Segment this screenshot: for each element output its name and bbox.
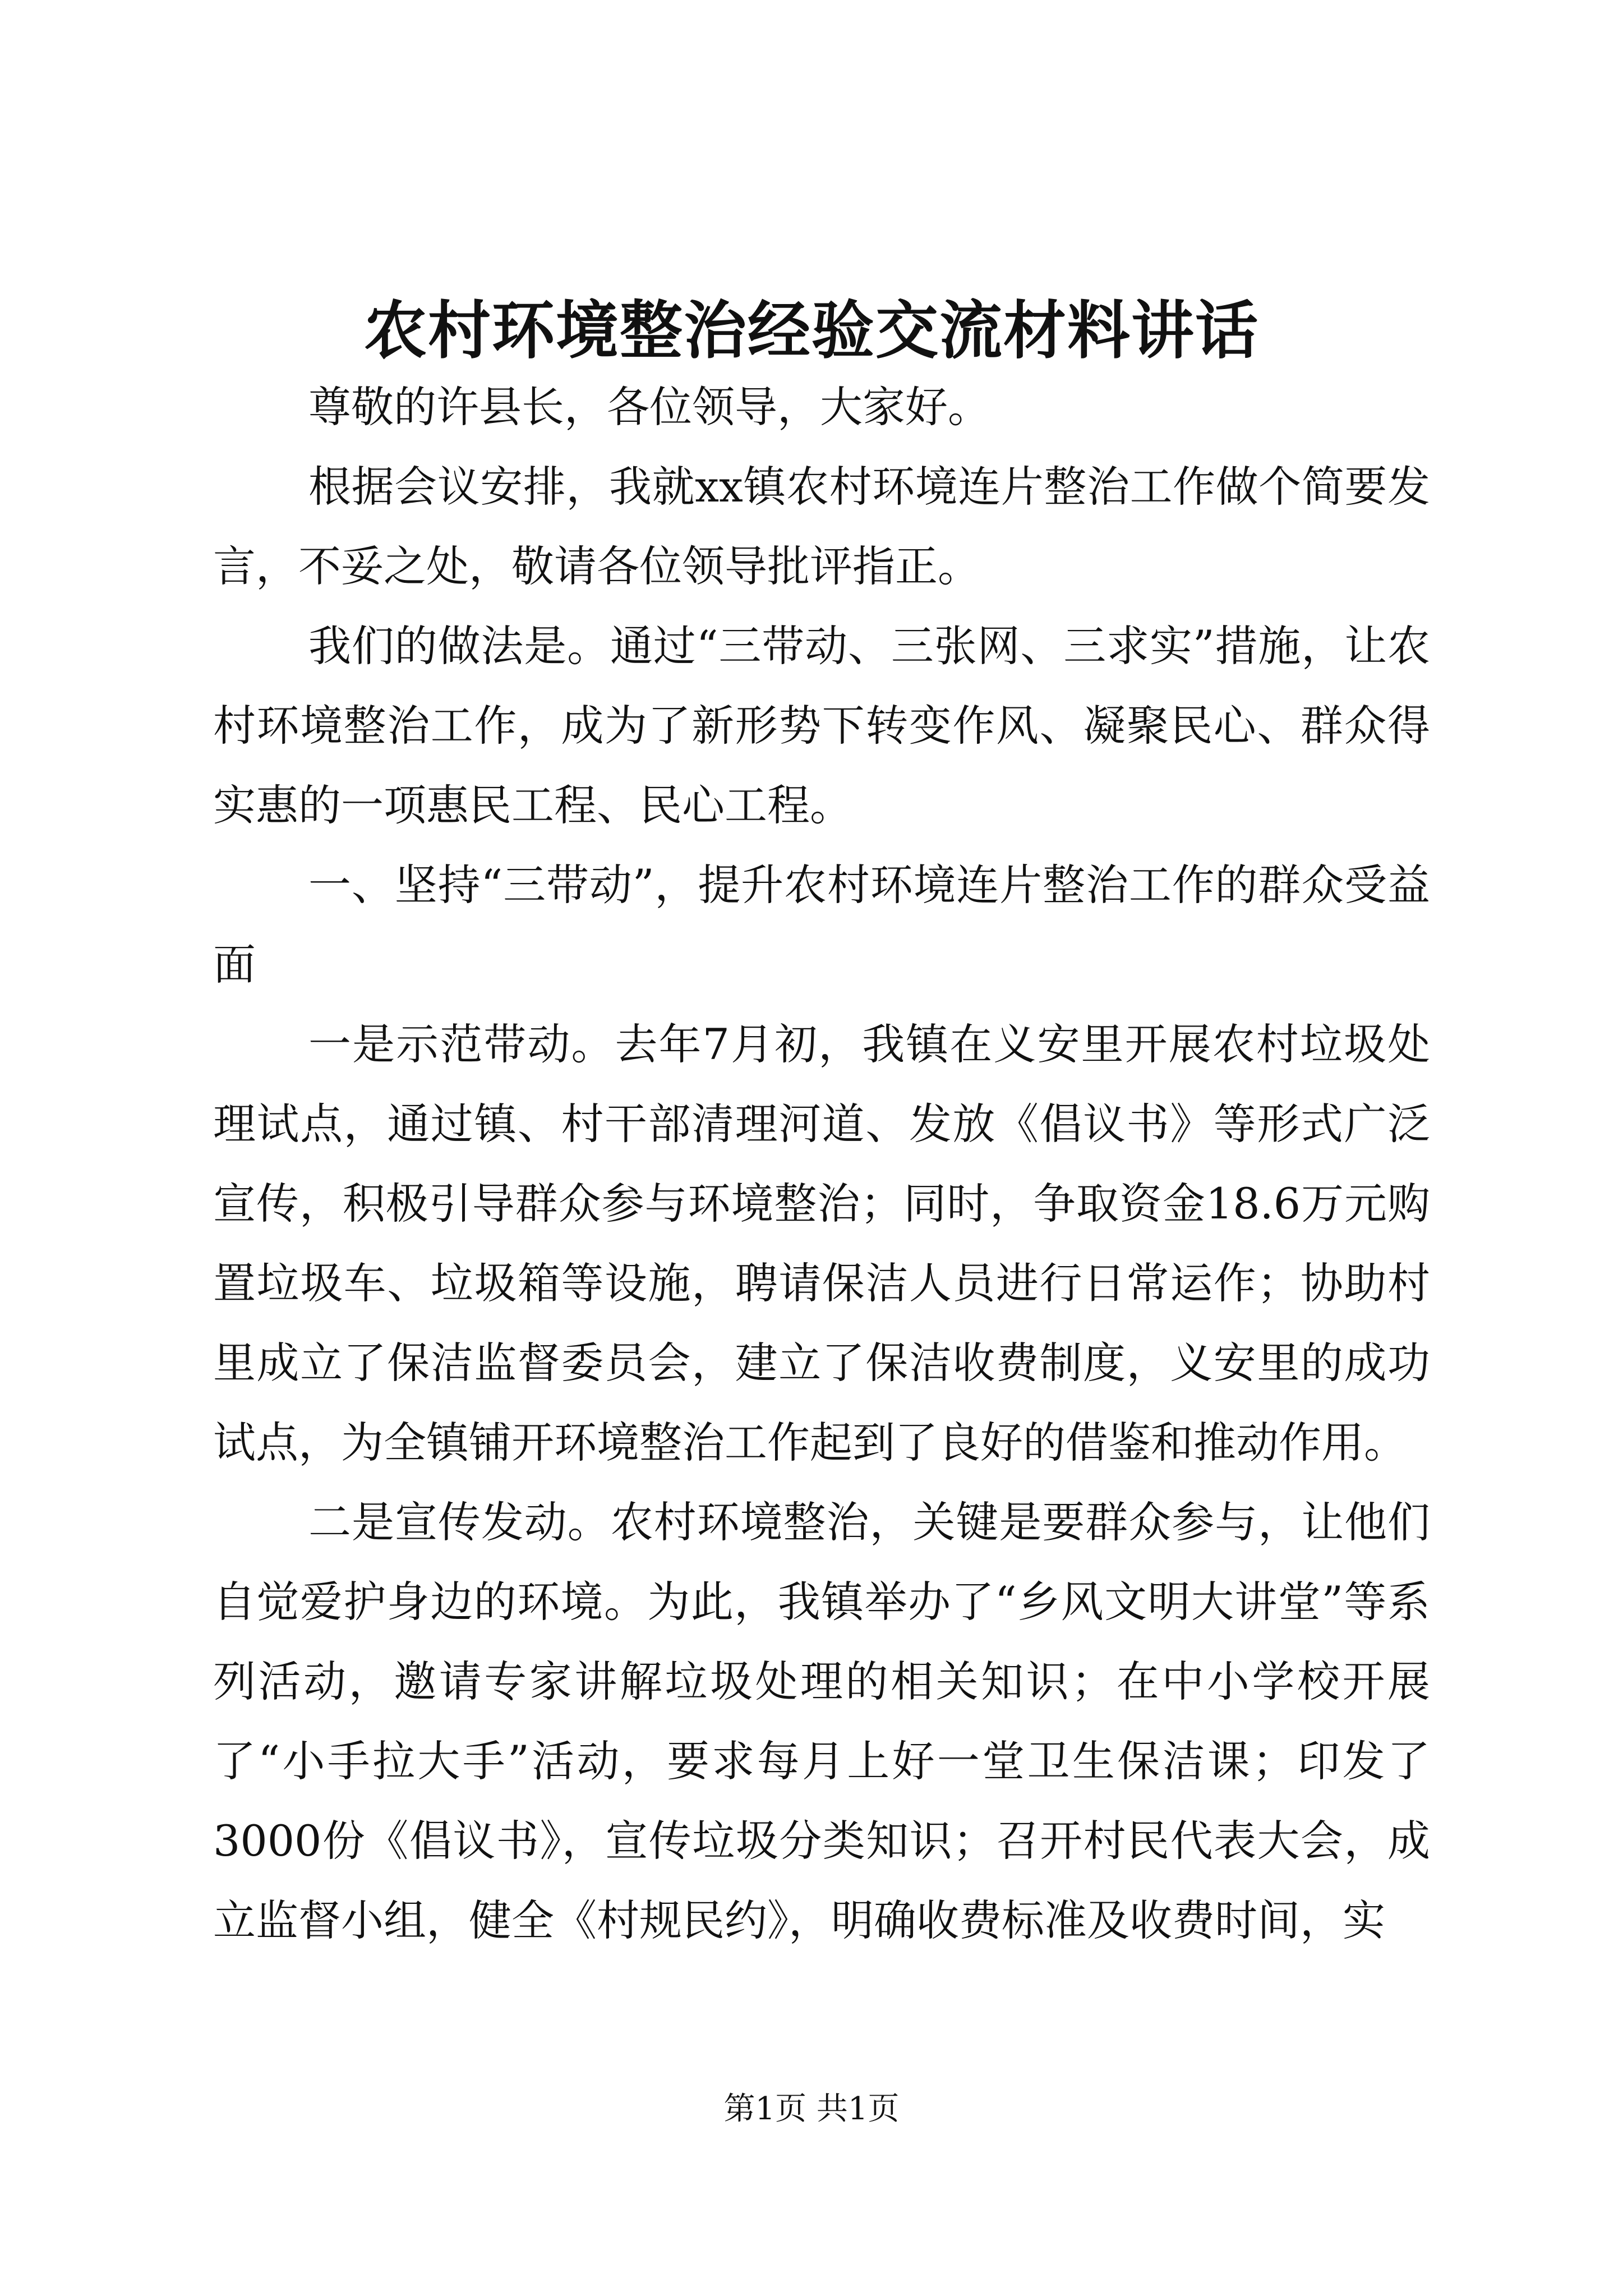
greeting-paragraph: 尊敬的许县长，各位领导，大家好。 [308,382,990,432]
publicity-paragraph: 二是宣传发动。农村环境整治，关键是要群众参与，让他们自觉爱护身边的环境。为此，我镇举办了“乡风文明大讲堂”等系列活动，邀请专家讲解垃圾处理的相关知识；在中小学校开展了“小手拉大手”活动，要求每月上好一堂卫生保洁课；印发了3000份《倡议书》，宣传垃圾分类知识；召开村民代表大会，成立监督小组，健全《村规民约》，明确收费标准及收费时间，实 [213,1497,1430,1945]
document-body [213,367,1430,1961]
page-footer: 第1页 共1页 [723,2091,900,2127]
approach-paragraph: 我们的做法是。通过“三带动、三张网、三求实”措施，让农村环境整治工作，成为了新形势下转变作风、凝聚民心、群众得实惠的一项惠民工程、民心工程。 [213,621,1430,830]
section-heading-one: 一、坚持“三带动”，提升农村环境连片整治工作的群众受益面 [213,860,1430,990]
page-title: 农村环境整治经验交流材料讲话 [364,294,1259,367]
demonstration-paragraph: 一是示范带动。去年7月初，我镇在义安里开展农村垃圾处理试点，通过镇、村干部清理河道、发放《倡议书》等形式广泛宣传，积极引导群众参与环境整治；同时，争取资金18.6万元购置垃圾车、垃圾箱等设施，聘请保洁人员进行日常运作；协助村里成立了保洁监督委员会，建立了保洁收费制度，义安里的成功试点，为全镇铺开环境整治工作起到了良好的借鉴和推动作用。 [213,1019,1430,1467]
intro-paragraph: 根据会议安排，我就xx镇农村环境连片整治工作做个简要发言，不妥之处，敬请各位领导批评指正。 [213,462,1430,591]
